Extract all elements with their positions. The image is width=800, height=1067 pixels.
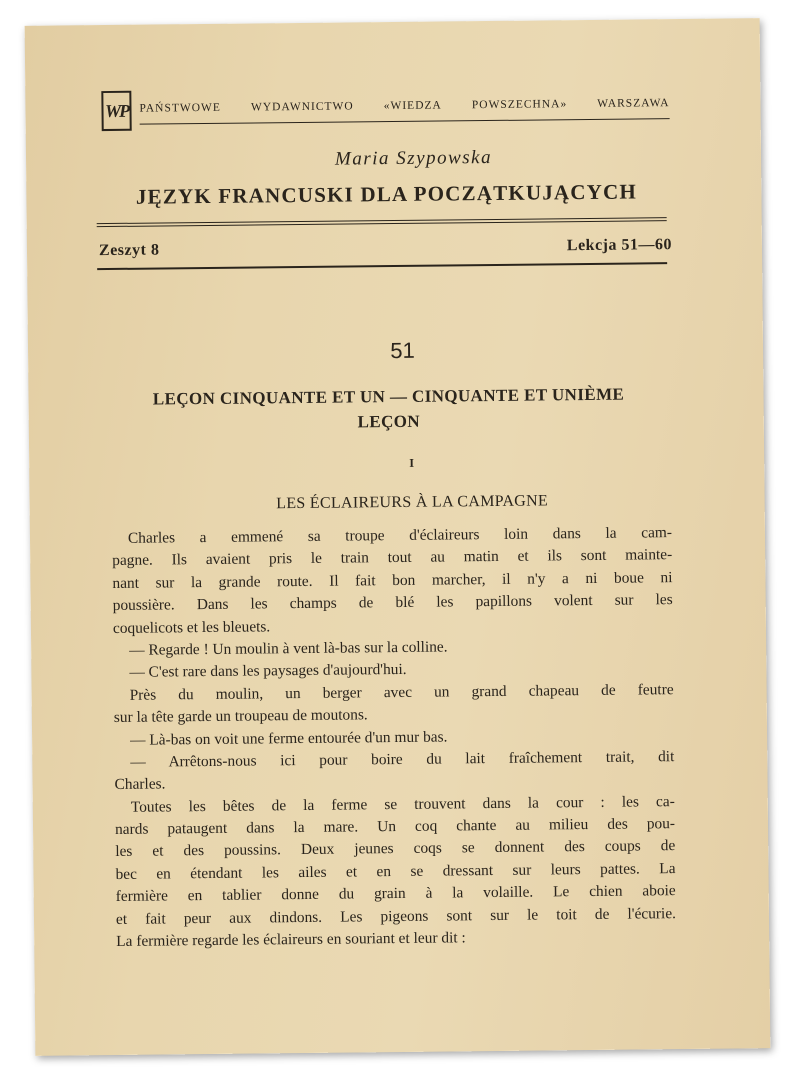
text-line: Toutes les bêtes de la ferme se trouvent dans la cour : les ca- [130,792,675,816]
text-line: nards pataugent dans la mare. Un coq chante au milieu des pou- [114,815,676,839]
text-line: — Arrêtons-nous ici pour boire du lait fraîchement trait, dit [130,748,675,771]
volume-label: Zeszyt 8 [98,241,160,260]
publisher-logo [101,91,131,131]
section-title: LES ÉCLAIREURS À LA CAMPAGNE [276,492,549,513]
text-line: Charles a emmené sa troupe d'éclaireurs loin dans la cam- [127,524,673,547]
text-line: fermière en tablier donne du grain à la volaille. Le chien aboie [115,882,676,906]
lesson-title-line: LEÇON CINQUANTE ET UN — CINQUANTE ET UNIÈME [152,384,625,409]
lesson-text [112,522,676,953]
text-line: coquelicots et les bleuets. [112,617,271,637]
lesson-title [88,381,688,437]
lesson-title-line: LEÇON [357,411,421,432]
text-line: La fermière regarde les éclaireurs en souriant et leur dit : [116,929,466,950]
part-numeral: I [409,455,415,470]
publisher-word: «WIEDZA [383,99,442,113]
text-line: poussière. Dans les champs de blé les papillons volent sur les [112,591,673,615]
publisher-word: WYDAWNICTWO [250,100,354,114]
text-line: bec en étendant les ailes et en se dressant sur leurs pattes. La [115,859,676,883]
author-name: Maria Szypowska [334,146,493,170]
lessons-range: Lekcja 51—60 [566,236,673,255]
text-line: Charles. [114,775,166,794]
publisher-word: PAŃSTWOWE [139,101,221,115]
text-line: — C'est rare dans les paysages d'aujourd'hui. [129,661,407,682]
publisher-word: POWSZECHNA» [471,98,568,112]
text-line: pagne. Ils avaient pris le train tout au matin et ils sont mainte- [112,546,673,570]
lesson-number: 51 [390,337,415,364]
publisher-word: WARSZAWA [597,97,670,110]
logo-text: WP [104,100,129,121]
text-line: Près du moulin, un berger avec un grand chapeau de feutre [129,680,674,704]
header-bottom-rule [97,262,667,270]
publisher-line [139,97,669,115]
text-line: les et des poussins. Deux jeunes coqs se donnent des coups de [115,837,676,861]
text-line: nant sur la grande route. Il fait bon marcher, il n'y a ni boue ni [112,568,673,592]
book-title: JĘZYK FRANCUSKI DLA POCZĄTKUJĄCYCH [135,179,638,209]
text-line: — Regarde ! Un moulin à vent là-bas sur la colline. [129,638,448,659]
publisher-rule [140,118,670,125]
text-line: sur la tête garde un troupeau de moutons. [113,706,368,727]
booklet-page [25,18,771,1056]
text-line: et fait peur aux dindons. Les pigeons sont sur le toit de l'écurie. [115,904,677,928]
title-rule-bottom [97,220,667,227]
text-line: — Là-bas on voit une ferme entourée d'un mur bas. [130,728,448,749]
